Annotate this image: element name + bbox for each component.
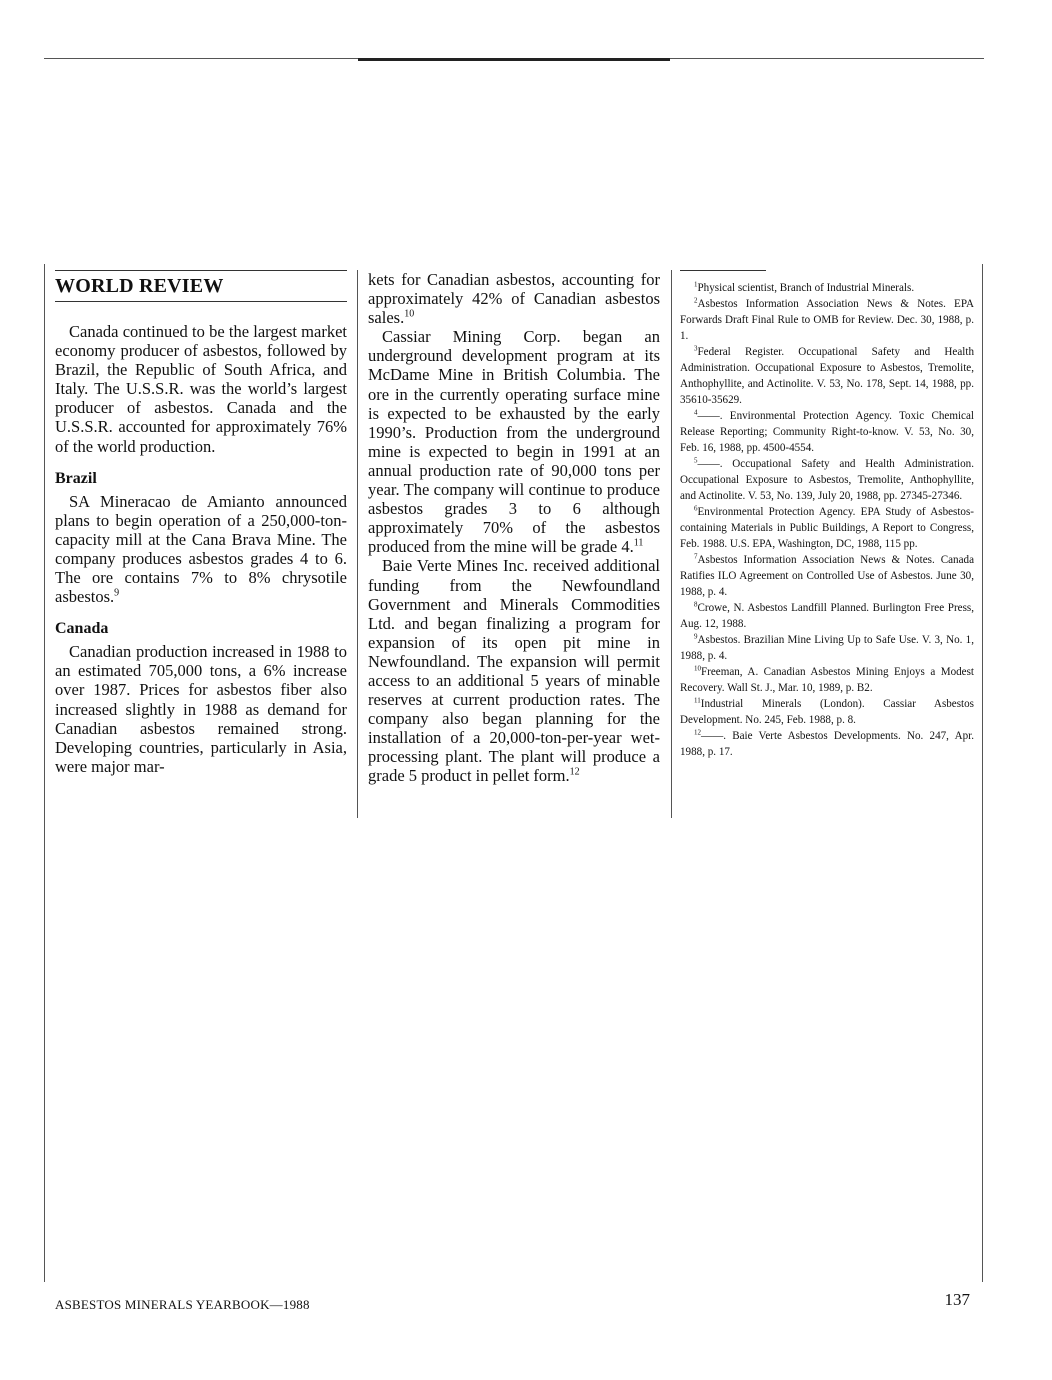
footnote-number: 2 bbox=[694, 296, 698, 305]
footnote bbox=[680, 296, 974, 344]
continued-paragraph bbox=[368, 270, 660, 327]
intro-paragraph: Canada continued to be the largest market economy producer of asbestos, followed by Brazil, the Republic of South Africa, and Italy. The U.S.S.R. was the world’s largest producer of asbestos. Canada and the U.S.S.R. accounted for approximately 76% of the world production. bbox=[55, 322, 347, 456]
footnote-text: Crowe, N. Asbestos Landfill Planned. Burlington Free Press, Aug. 12, 1988. bbox=[680, 602, 974, 630]
footnote-text: Environmental Protection Agency. EPA Study of Asbestos-containing Materials in Public Buildings, A Report to Congress, Feb. 1988. U.S. EPA, Washington, DC, 1988, 115 pp. bbox=[680, 506, 974, 550]
cassiar-paragraph bbox=[368, 327, 660, 556]
right-margin-rule bbox=[982, 264, 983, 1282]
footnote-text: ——. Environmental Protection Agency. Toxic Chemical Release Reporting; Community Right-to-know. V. 53, No. 30, Feb. 16, 1988, pp. 4500-4554. bbox=[680, 410, 974, 454]
footnote bbox=[680, 600, 974, 632]
footer-publication: ASBESTOS MINERALS YEARBOOK—1988 bbox=[55, 1297, 310, 1312]
footnote-number: 4 bbox=[694, 408, 698, 417]
brazil-heading: Brazil bbox=[55, 469, 97, 487]
baie-verte-paragraph bbox=[368, 556, 660, 785]
footnote-number: 5 bbox=[694, 456, 698, 465]
baie-verte-footnote-ref: 12 bbox=[569, 766, 580, 778]
footnote bbox=[680, 552, 974, 600]
column-1 bbox=[55, 270, 347, 776]
continued-footnote-ref: 10 bbox=[404, 308, 415, 320]
footnote-rule bbox=[680, 270, 766, 271]
footnote-text: Federal Register. Occupational Safety and Health Administration. Occupational Exposure to Asbestos, Tremolite, Anthophyllite, and Actinolite. V. 53, No. 178, Sept. 14, 1988, pp. 35610-35629. bbox=[680, 346, 974, 406]
footnote-text: Freeman, A. Canadian Asbestos Mining Enjoys a Modest Recovery. Wall St. J., Mar. 10, 1989, p. B2. bbox=[680, 666, 974, 694]
top-rule-thick bbox=[358, 58, 670, 61]
footnote-number: 3 bbox=[694, 344, 698, 353]
footnote bbox=[680, 664, 974, 696]
footnote bbox=[680, 408, 974, 456]
footnote-number: 6 bbox=[694, 504, 698, 513]
footnote-text: Asbestos Information Association News & Notes. EPA Forwards Draft Final Rule to OMB for Review. Dec. 30, 1988, p. 1. bbox=[680, 298, 974, 342]
section-title: WORLD REVIEW bbox=[55, 270, 347, 302]
footnote bbox=[680, 696, 974, 728]
brazil-footnote-ref: 9 bbox=[114, 587, 120, 599]
column-2 bbox=[368, 270, 660, 786]
footnote-text: ——. Baie Verte Asbestos Developments. No. 247, Apr. 1988, p. 17. bbox=[680, 730, 974, 758]
footnote-text: ——. Occupational Safety and Health Administration. Occupational Exposure to Asbestos, Tremolite, Anthophyllite, and Actinolite. V. 53, No. 139, July 20, 1988, pp. 27345-27346. bbox=[680, 458, 974, 502]
column-divider-1 bbox=[357, 270, 358, 818]
footnote-number: 9 bbox=[694, 632, 698, 641]
footnote bbox=[680, 280, 974, 296]
continued-text: kets for Canadian asbestos, accounting for approximately 42% of Canadian asbestos sales. bbox=[368, 270, 660, 328]
footnote bbox=[680, 728, 974, 760]
column-divider-2 bbox=[671, 270, 672, 818]
page-number: 137 bbox=[944, 1290, 970, 1309]
canada-heading: Canada bbox=[55, 620, 109, 638]
footnote-number: 8 bbox=[694, 600, 698, 609]
footnote bbox=[680, 344, 974, 408]
footnote-text: Industrial Minerals (London). Cassiar Asbestos Development. No. 245, Feb. 1988, p. 8. bbox=[680, 698, 974, 726]
footnote bbox=[680, 456, 974, 504]
baie-verte-text: Baie Verte Mines Inc. received additional funding from the Newfoundland Government and Minerals Commodities Ltd. and began finalizing a program for expansion of its open pit mine in Newfoundland. The expansion will permit access to an additional 5 years of minable reserves at current production rates. The company also began planning for the installation of a 20,000-ton-per-year wet-processing plant. The plant will produce a grade 5 product in pellet form. bbox=[368, 556, 660, 786]
brazil-paragraph bbox=[55, 492, 347, 607]
footnote-text: Asbestos. Brazilian Mine Living Up to Safe Use. V. 3, No. 1, 1988, p. 4. bbox=[680, 634, 974, 662]
footnote-number: 7 bbox=[694, 552, 698, 561]
cassiar-text: Cassiar Mining Corp. began an underground development program at its McDame Mine in British Columbia. The ore in the currently operating surface mine is expected to be exhausted by the early 1990’s. Production from the underground mine is expected to begin in 1991 at an annual production rate of 90,000 tons per year. The company will continue to produce asbestos grades 3 to 6 although approximately 70% of the asbestos produced from the mine will be grade 4. bbox=[368, 327, 660, 557]
footnote-text: Asbestos Information Association News & Notes. Canada Ratifies ILO Agreement on Controlled Use of Asbestos. June 30, 1988, p. 4. bbox=[680, 554, 974, 598]
footnote-number: 12 bbox=[694, 728, 701, 737]
footnote-number: 10 bbox=[694, 664, 701, 673]
canada-paragraph: Canadian production increased in 1988 to an estimated 705,000 tons, a 6% increase over 1987. Prices for asbestos fiber also increased slightly in 1988 as demand for Canadian asbestos remained strong. Developing countries, particularly in Asia, were major mar- bbox=[55, 642, 347, 776]
footnote-list bbox=[680, 280, 974, 760]
cassiar-footnote-ref: 11 bbox=[633, 537, 644, 549]
footnote bbox=[680, 632, 974, 664]
footnote bbox=[680, 504, 974, 552]
footnote-text: Physical scientist, Branch of Industrial Minerals. bbox=[697, 282, 915, 294]
footnote-number: 1 bbox=[694, 280, 698, 289]
footnotes-column bbox=[680, 270, 974, 760]
footnote-number: 11 bbox=[694, 696, 701, 705]
brazil-text: SA Mineracao de Amianto announced plans to begin operation of a 250,000-ton-capacity mill at the Cana Brava Mine. The company produces asbestos grades 4 to 6. The ore contains 7% to 8% chrysotile asbestos. bbox=[55, 491, 347, 607]
left-margin-rule bbox=[44, 264, 45, 1282]
